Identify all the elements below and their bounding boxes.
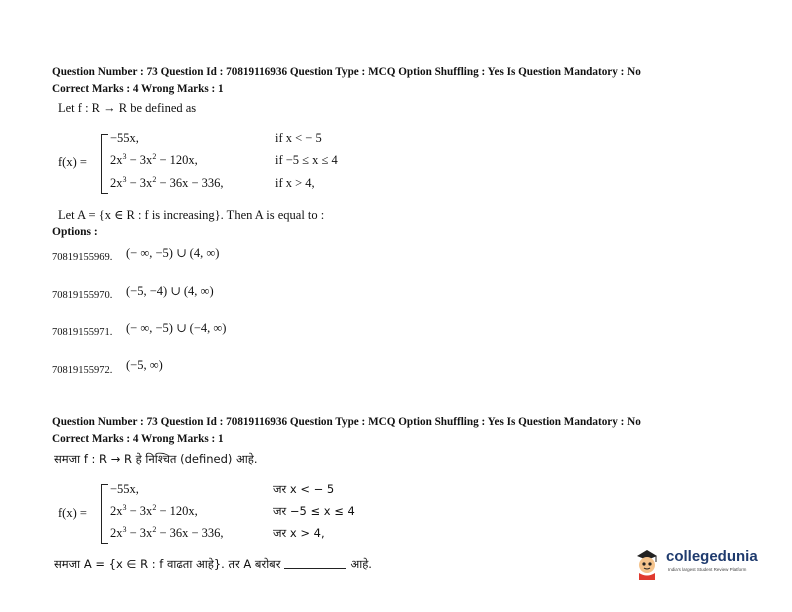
option-2-value: (−5, −4) ∪ (4, ∞) (126, 284, 214, 298)
option-2-id: 70819155970. (52, 290, 113, 301)
logo-tagline: India's largest Student Review Platform (668, 567, 747, 572)
option-3-id: 70819155971. (52, 327, 113, 338)
option-4-id: 70819155972. (52, 365, 113, 376)
option-3-value: (− ∞, −5) ∪ (−4, ∞) (126, 321, 227, 335)
q2-piece-3-expr: $2x^3 - 3x^2 - 36x - 336$, (110, 525, 224, 540)
collegedunia-logo (632, 545, 782, 585)
answer-blank (284, 568, 346, 569)
q1-header-line1: Question Number : 73 Question Id : 70819116936 Question Type : MCQ Option Shuffling : Yes Is Question Mandatory : No (52, 66, 641, 78)
q2-brace (101, 484, 108, 544)
q2-statement: समजा A = {x ∈ R : f वाढता आहे}. तर A बरोबर आहे. (54, 557, 372, 571)
q2-intro: समजा f : R → R हे निश्चित (defined) आहे. (54, 452, 258, 466)
q2-piece-2-expr: $2x^3 - 3x^2 - 120x$, (110, 503, 198, 518)
q1-piece-1-expr: −55x, (110, 131, 139, 145)
q1-piece-3-expr: $2x^3 - 3x^2 - 36x - 336$, (110, 175, 224, 190)
q1-piece-2-cond: if −5 ≤ x ≤ 4 (275, 153, 338, 167)
q1-piece-3-cond: if x > 4, (275, 176, 315, 190)
q1-intro: Let f : R → R be defined as (58, 101, 197, 115)
q2-header-line2: Correct Marks : 4 Wrong Marks : 1 (52, 433, 224, 445)
q2-piece-1-expr: −55x, (110, 482, 139, 496)
q2-piece-3-cond: जर x > 4, (273, 526, 325, 540)
q2-f-label: f(x) = (58, 506, 87, 520)
q1-piece-2-expr: $2x^3 - 3x^2 - 120x$, (110, 152, 198, 167)
mascot-icon (632, 547, 662, 581)
option-1-id: 70819155969. (52, 252, 113, 263)
q1-piece-1-cond: if x < − 5 (275, 131, 322, 145)
q2-piece-2-cond: जर −5 ≤ x ≤ 4 (273, 504, 355, 518)
q1-options-label: Options : (52, 226, 98, 238)
q1-f-label: f(x) = (58, 155, 87, 169)
q1-statement: Let A = {x ∈ R : f is increasing}. Then A is equal to : (58, 208, 325, 222)
q1-brace (101, 134, 108, 194)
option-1-value: (− ∞, −5) ∪ (4, ∞) (126, 246, 220, 260)
q2-piece-1-cond: जर x < − 5 (273, 482, 335, 496)
option-4-value: (−5, ∞) (126, 358, 163, 372)
logo-name: collegedunia (666, 548, 758, 565)
q2-header-line1: Question Number : 73 Question Id : 70819116936 Question Type : MCQ Option Shuffling : Yes Is Question Mandatory : No (52, 416, 641, 428)
q1-header-line2: Correct Marks : 4 Wrong Marks : 1 (52, 83, 224, 95)
